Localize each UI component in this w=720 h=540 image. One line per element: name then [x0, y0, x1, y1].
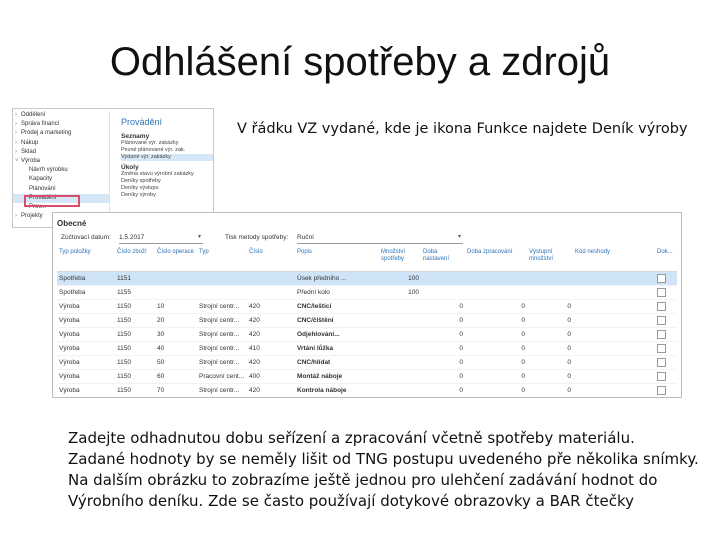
table-cell[interactable]	[379, 300, 421, 314]
table-cell[interactable]: CNC/lešticí	[295, 300, 379, 314]
panel-group-heading: Úkoly	[121, 164, 139, 171]
checkbox[interactable]	[657, 274, 666, 283]
table-cell[interactable]	[379, 384, 421, 398]
table-cell[interactable]: 60	[155, 370, 197, 384]
nav-item[interactable]	[13, 166, 109, 175]
posting-date-label: Zúčtovací datum:	[61, 234, 111, 241]
column-header[interactable]: Doba nastavení	[421, 249, 465, 272]
table-cell[interactable]	[527, 272, 573, 286]
chevron-icon: ›	[15, 112, 17, 118]
filters-bar	[57, 232, 677, 244]
panel-link[interactable]: Deníky spotřeby	[121, 178, 161, 184]
table-cell[interactable]: Výroba	[57, 356, 115, 370]
table-row[interactable]	[57, 286, 677, 300]
table-cell[interactable]: 1150	[115, 370, 155, 384]
table-cell[interactable]: 420	[247, 314, 295, 328]
nav-item[interactable]	[13, 148, 109, 157]
table-row[interactable]	[57, 328, 677, 342]
nav-item[interactable]	[13, 185, 109, 194]
checkbox[interactable]	[657, 302, 666, 311]
nav-item-label: Provádění	[29, 194, 57, 201]
table-cell[interactable]	[573, 314, 655, 328]
table-row[interactable]	[57, 370, 677, 384]
table-cell[interactable]: 0	[421, 342, 465, 356]
table-cell[interactable]	[379, 342, 421, 356]
table-cell[interactable]: 0	[527, 356, 573, 370]
nav-item-label: Nákup	[21, 139, 39, 146]
table-cell[interactable]: 0	[421, 384, 465, 398]
table-cell[interactable]	[573, 272, 655, 286]
nav-item-label: Výroba	[21, 157, 41, 164]
table-cell[interactable]: 0	[465, 384, 527, 398]
checkbox[interactable]	[657, 330, 666, 339]
navigation-screenshot	[12, 108, 214, 228]
table-cell[interactable]: 0	[421, 300, 465, 314]
chevron-icon: ›	[15, 148, 17, 155]
table-cell[interactable]: Kontrola náboje	[295, 384, 379, 398]
table-cell[interactable]: 0	[465, 300, 527, 314]
table-cell[interactable]: 0	[465, 370, 527, 384]
production-journal-screenshot	[52, 212, 682, 398]
nav-item[interactable]	[13, 129, 109, 138]
column-header[interactable]: Typ	[197, 249, 247, 272]
table-cell[interactable]	[573, 286, 655, 300]
nav-item[interactable]	[13, 120, 109, 129]
table-cell[interactable]: 0	[527, 314, 573, 328]
table-cell[interactable]: Výroba	[57, 300, 115, 314]
table-cell[interactable]	[655, 286, 677, 300]
table-cell[interactable]	[573, 300, 655, 314]
table-cell[interactable]: Pracovní cent...	[197, 370, 247, 384]
table-cell[interactable]: 10	[155, 300, 197, 314]
navigation-tree	[13, 111, 110, 227]
nav-item-label: Sklad	[21, 148, 37, 155]
highlight-box	[24, 195, 80, 207]
table-cell[interactable]	[573, 356, 655, 370]
table-cell[interactable]	[573, 384, 655, 398]
table-cell[interactable]	[197, 286, 247, 300]
nav-item-label: Správa financí	[21, 121, 60, 128]
nav-item-label: Prodej a marketing	[21, 130, 72, 137]
table-cell[interactable]: Výroba	[57, 384, 115, 398]
section-general: Obecné	[57, 219, 87, 228]
table-cell[interactable]	[655, 272, 677, 286]
table-cell[interactable]: 0	[465, 328, 527, 342]
checkbox[interactable]	[657, 344, 666, 353]
table-cell[interactable]	[421, 272, 465, 286]
table-cell[interactable]	[655, 328, 677, 342]
table-cell[interactable]: Vrtání lůžka	[295, 342, 379, 356]
table-cell[interactable]	[421, 286, 465, 300]
table-cell[interactable]: 1150	[115, 314, 155, 328]
table-cell[interactable]	[655, 356, 677, 370]
table-cell[interactable]	[655, 370, 677, 384]
table-row[interactable]	[57, 342, 677, 356]
table-cell[interactable]: 420	[247, 300, 295, 314]
flushing-method-field[interactable]	[297, 232, 463, 244]
column-header[interactable]: Typ položky	[57, 249, 115, 272]
table-cell[interactable]	[197, 272, 247, 286]
column-header[interactable]: Dok...	[655, 249, 677, 272]
table-cell[interactable]: Strojní centr...	[197, 356, 247, 370]
nav-item-label: Projekty	[21, 213, 43, 220]
nav-item[interactable]	[13, 111, 109, 120]
table-cell[interactable]: 1150	[115, 342, 155, 356]
table-row[interactable]	[57, 272, 677, 286]
paragraph-line: Výrobního deníku. Zde se často používají dotykové obrazovky a BAR čtečky	[68, 492, 634, 510]
table-cell[interactable]: 20	[155, 314, 197, 328]
table-cell[interactable]: 0	[421, 328, 465, 342]
table-cell[interactable]: 50	[155, 356, 197, 370]
table-cell[interactable]: 0	[527, 342, 573, 356]
table-cell[interactable]: 1155	[115, 286, 155, 300]
table-row[interactable]	[57, 356, 677, 370]
panel-link[interactable]: Deníky výstupu	[121, 185, 159, 191]
table-cell[interactable]	[655, 314, 677, 328]
table-cell[interactable]: 420	[247, 384, 295, 398]
table-row[interactable]	[57, 384, 677, 398]
paragraph-line: Zadejte odhadnutou dobu seřízení a zpracování včetně spotřeby materiálu.	[68, 429, 635, 447]
nav-item[interactable]	[13, 175, 109, 184]
panel-link[interactable]: Vydané výr. zakázky	[121, 154, 213, 161]
table-header-row	[57, 249, 677, 272]
table-cell[interactable]	[465, 272, 527, 286]
table-cell[interactable]: Strojní centr...	[197, 314, 247, 328]
table-cell[interactable]	[465, 286, 527, 300]
table-cell[interactable]: 0	[527, 370, 573, 384]
table-cell[interactable]: Spotřeba	[57, 272, 115, 286]
table-cell[interactable]: CNC/hlídat	[295, 356, 379, 370]
table-cell[interactable]: Strojní centr...	[197, 342, 247, 356]
table-cell[interactable]: 420	[247, 328, 295, 342]
posting-date-value: 1.5.2017	[119, 234, 145, 241]
table-cell[interactable]: 1150	[115, 384, 155, 398]
column-header[interactable]: Doba zpracování	[465, 249, 527, 272]
table-cell[interactable]: 0	[465, 342, 527, 356]
table-cell[interactable]	[379, 314, 421, 328]
posting-date-field[interactable]	[119, 232, 203, 244]
table-cell[interactable]	[247, 272, 295, 286]
table-cell[interactable]	[155, 286, 197, 300]
table-cell[interactable]	[573, 328, 655, 342]
checkbox[interactable]	[657, 288, 666, 297]
table-cell[interactable]: 0	[527, 300, 573, 314]
table-cell[interactable]: Výroba	[57, 370, 115, 384]
checkbox[interactable]	[657, 386, 666, 395]
chevron-icon: ›	[15, 121, 17, 128]
checkbox[interactable]	[657, 358, 666, 367]
column-header[interactable]: Kód neshody	[573, 249, 655, 272]
navigation-panel	[121, 117, 213, 199]
table-cell[interactable]: 30	[155, 328, 197, 342]
table-cell[interactable]: 100	[379, 286, 421, 300]
chevron-icon: ˅	[15, 157, 19, 164]
nav-item-label: Návrh výrobku	[29, 167, 68, 174]
table-cell[interactable]: Montáž náboje	[295, 370, 379, 384]
table-cell[interactable]	[655, 300, 677, 314]
column-header[interactable]: Číslo zboží	[115, 249, 155, 272]
table-cell[interactable]: Úsek předního ...	[295, 272, 379, 286]
table-cell[interactable]: 70	[155, 384, 197, 398]
panel-link[interactable]: Změna stavu výrobní zakázky	[121, 171, 194, 177]
caption-text: V řádku VZ vydané, kde je ikona Funkce najdete Deník výroby	[237, 121, 688, 137]
panel-link[interactable]: Pevné plánované výr. zak.	[121, 147, 186, 153]
chevron-icon: ›	[15, 213, 17, 220]
table-cell[interactable]: 40	[155, 342, 197, 356]
table-cell[interactable]: 0	[465, 356, 527, 370]
table-cell[interactable]: Strojní centr...	[197, 384, 247, 398]
table-cell[interactable]: 0	[421, 314, 465, 328]
column-header[interactable]: Číslo operace	[155, 249, 197, 272]
table-cell[interactable]	[655, 342, 677, 356]
nav-item-label: Prov...	[29, 203, 46, 210]
journal-table	[57, 249, 677, 398]
paragraph-line: Zadané hodnoty by se neměly lišit od TNG postupu uvedeného pře několika snímky.	[68, 450, 699, 468]
panel-link[interactable]: Plánované výr. zakázky	[121, 140, 179, 146]
nav-item[interactable]	[13, 139, 109, 148]
panel-link[interactable]: Deníky výroby	[121, 192, 156, 198]
nav-item[interactable]	[13, 157, 109, 166]
slide-title: Odhlášení spotřeby a zdrojů	[109, 40, 611, 84]
table-cell[interactable]: 0	[527, 384, 573, 398]
table-cell[interactable]: 420	[247, 356, 295, 370]
flushing-method-value: Ruční	[297, 234, 314, 241]
table-cell[interactable]: 1151	[115, 272, 155, 286]
checkbox[interactable]	[657, 372, 666, 381]
table-cell[interactable]: Spotřeba	[57, 286, 115, 300]
chevron-down-icon[interactable]: ▾	[457, 234, 461, 240]
table-cell[interactable]: Přední kolo	[295, 286, 379, 300]
table-cell[interactable]	[155, 272, 197, 286]
body-paragraph	[68, 428, 708, 512]
checkbox[interactable]	[657, 316, 666, 325]
table-cell[interactable]: 100	[379, 272, 421, 286]
table-row[interactable]	[57, 300, 677, 314]
table-row[interactable]	[57, 314, 677, 328]
table-cell[interactable]: 400	[247, 370, 295, 384]
column-header[interactable]: Výstupní množství	[527, 249, 573, 272]
table-cell[interactable]	[573, 342, 655, 356]
table-cell[interactable]: 0	[465, 314, 527, 328]
table-cell[interactable]: 410	[247, 342, 295, 356]
table-cell[interactable]: Výroba	[57, 314, 115, 328]
table-cell[interactable]: CNC/čištění	[295, 314, 379, 328]
panel-title: Provádění	[121, 117, 163, 127]
table-cell[interactable]	[655, 384, 677, 398]
table-cell[interactable]	[247, 286, 295, 300]
table-cell[interactable]: 1150	[115, 328, 155, 342]
table-cell[interactable]: 0	[527, 328, 573, 342]
chevron-down-icon[interactable]: ▾	[197, 234, 201, 240]
nav-item-label: Oddělení	[21, 112, 46, 118]
table-cell[interactable]: 0	[421, 370, 465, 384]
table-cell[interactable]: 1150	[115, 356, 155, 370]
flushing-method-label: Tisk metody spotřeby:	[225, 234, 289, 241]
table-cell[interactable]: 0	[421, 356, 465, 370]
table-cell[interactable]	[379, 356, 421, 370]
column-header[interactable]: Množství spotřeby	[379, 249, 421, 272]
table-cell[interactable]	[379, 328, 421, 342]
column-header[interactable]: Popis	[295, 249, 379, 272]
table-cell[interactable]	[527, 286, 573, 300]
table-cell[interactable]: Odjehlování...	[295, 328, 379, 342]
nav-item-label: Kapacity	[29, 176, 53, 183]
nav-item-label: Plánování	[29, 185, 56, 192]
table-cell[interactable]: Výroba	[57, 328, 115, 342]
chevron-icon: ›	[15, 130, 17, 137]
table-cell[interactable]	[573, 370, 655, 384]
table-cell[interactable]: 1150	[115, 300, 155, 314]
table-cell[interactable]: Strojní centr...	[197, 328, 247, 342]
panel-group-heading: Seznamy	[121, 133, 150, 140]
table-cell[interactable]	[379, 370, 421, 384]
column-header[interactable]: Číslo	[247, 249, 295, 272]
table-cell[interactable]: Strojní centr...	[197, 300, 247, 314]
chevron-icon: ›	[15, 139, 17, 146]
table-cell[interactable]: Výroba	[57, 342, 115, 356]
paragraph-line: Na dalším obrázku to zobrazíme ještě jednou pro ulehčení zadávání hodnot do	[68, 471, 658, 489]
